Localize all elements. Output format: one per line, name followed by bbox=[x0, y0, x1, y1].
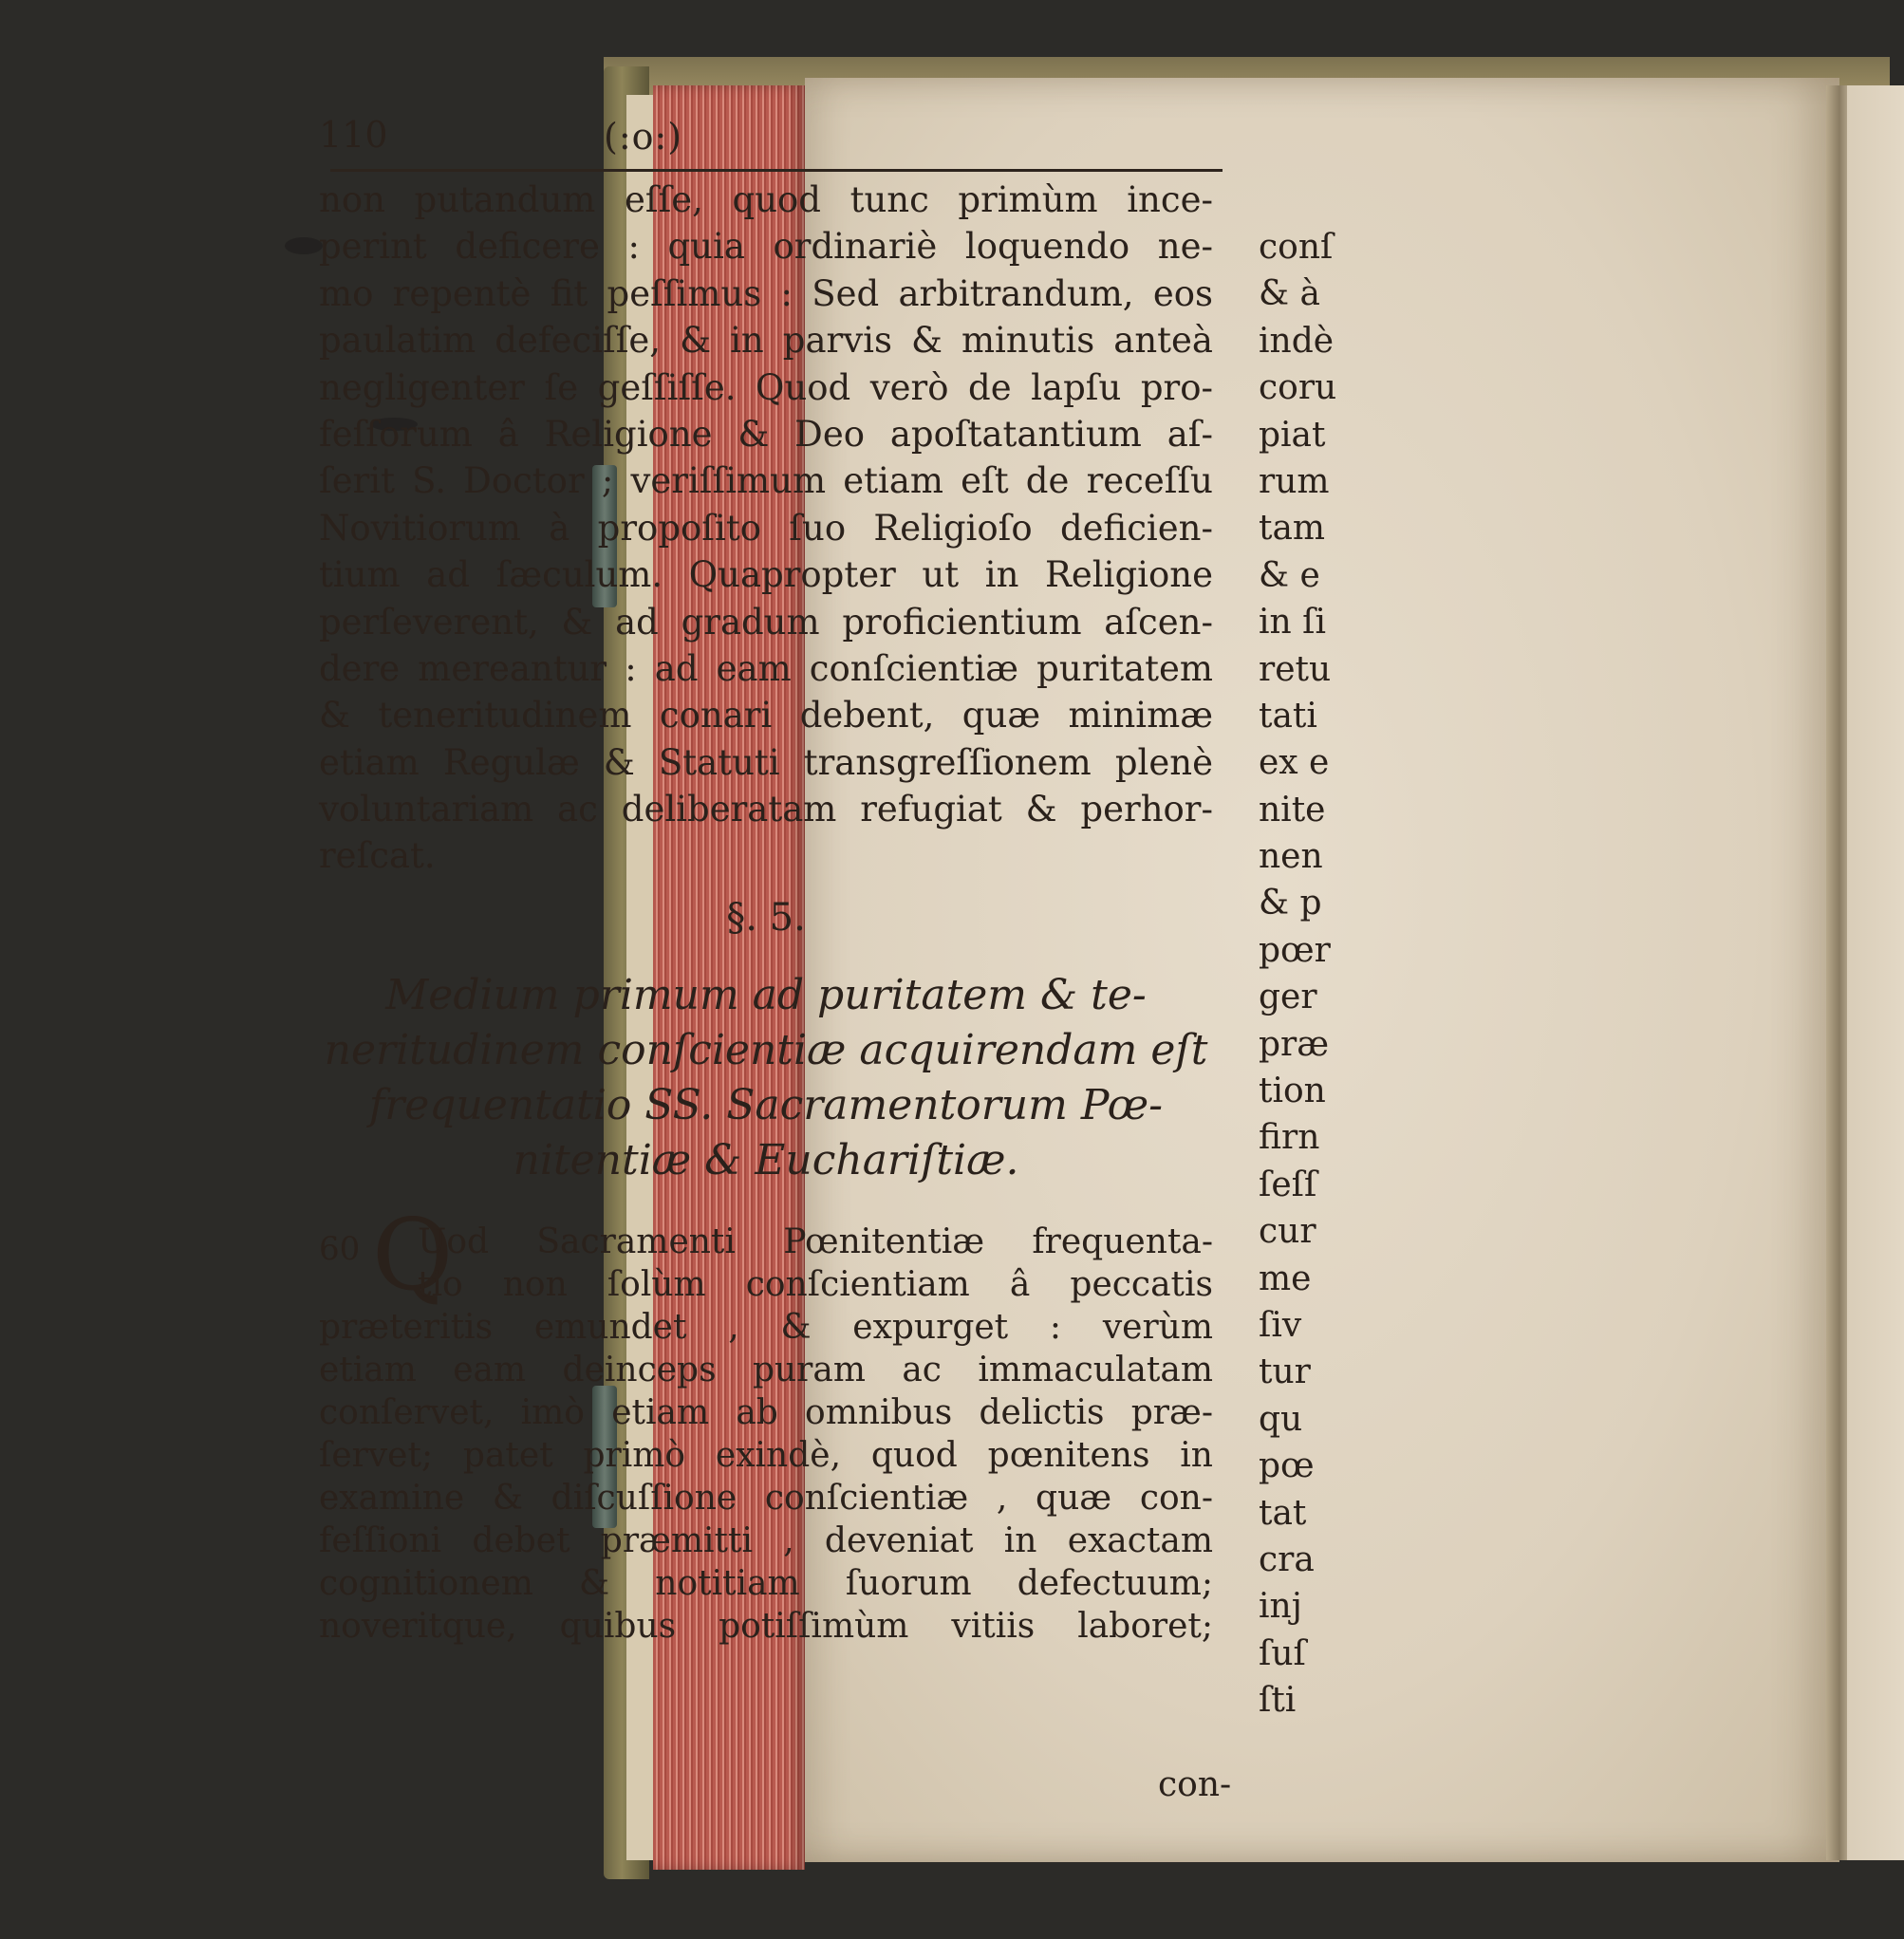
paragraph-2 bbox=[319, 1221, 1213, 1648]
right-page-fragment: conſ bbox=[1259, 228, 1334, 267]
text-line: feſſorum â Religione & Deo apoſtatantium aſ- bbox=[319, 413, 1213, 455]
text-line: feſſioni debet præmitti , deveniat in exactam bbox=[319, 1521, 1213, 1560]
title-line: Medium primum ad puritatem & te- bbox=[385, 971, 1147, 1019]
text-line: & teneritudinem conari debent, quæ minimæ bbox=[319, 695, 1213, 736]
right-page-fragment: rum bbox=[1259, 461, 1330, 501]
drop-cap: Q bbox=[372, 1197, 454, 1313]
text-line: reſcat. bbox=[319, 835, 436, 877]
text-line: voluntariam ac deliberatam refugiat & perhor- bbox=[319, 789, 1213, 830]
right-page bbox=[1847, 85, 1904, 1860]
paragraph-1 bbox=[319, 177, 1213, 880]
right-page-fragment: tat bbox=[1259, 1493, 1307, 1533]
right-page-fragment: coru bbox=[1259, 368, 1337, 408]
right-page-fragment: indè bbox=[1259, 321, 1335, 361]
right-page-fragment: piat bbox=[1259, 415, 1326, 455]
text-line: conſervet, imò etiam ab omnibus delictis præ- bbox=[319, 1393, 1213, 1432]
right-page-fragment: ſuſ bbox=[1259, 1633, 1306, 1673]
text-line: dere mereantur : ad eam conſcientiæ puritatem bbox=[319, 647, 1213, 689]
text-line: præteritis emundet , & expurget : verùm bbox=[319, 1308, 1213, 1347]
header-ornament: (:o:) bbox=[604, 116, 683, 158]
right-page-fragment: tion bbox=[1259, 1072, 1326, 1111]
right-page-fragment: ex e bbox=[1259, 743, 1330, 783]
section-heading: §. 5. bbox=[726, 896, 806, 940]
right-page-fragment: nen bbox=[1259, 837, 1323, 877]
section-title bbox=[319, 968, 1213, 1188]
text-line: noveritque, quibus potiſſimùm vitiis laboret; bbox=[319, 1607, 1213, 1646]
right-page-fragment: præ bbox=[1259, 1024, 1330, 1064]
right-page-fragment: ſti bbox=[1259, 1681, 1297, 1721]
right-page-fragment: inj bbox=[1259, 1587, 1302, 1627]
right-page-fragment: nite bbox=[1259, 790, 1326, 830]
right-page-fragment: pœr bbox=[1259, 930, 1331, 970]
text-line: tio non ſolùm conſcientiam â peccatis bbox=[418, 1265, 1213, 1304]
catchword: con- bbox=[1158, 1765, 1232, 1804]
right-page-fragment: qu bbox=[1259, 1399, 1303, 1439]
text-line: negligenter ſe geſſiſſe. Quod verò de lapſu pro- bbox=[319, 366, 1213, 408]
right-page-fragment: me bbox=[1259, 1258, 1312, 1298]
right-page-fragment: in ſi bbox=[1259, 603, 1326, 643]
paragraph-number: 60 bbox=[319, 1230, 361, 1268]
right-page-fragment: firn bbox=[1259, 1118, 1320, 1158]
right-page-fragment: ſeſſ bbox=[1259, 1165, 1317, 1204]
right-page-fragment: & à bbox=[1259, 274, 1320, 314]
right-page-fragment: tati bbox=[1259, 696, 1317, 736]
right-page-fragment: ger bbox=[1259, 978, 1317, 1017]
text-line: Novitiorum à propoſito ſuo Religioſo deficien- bbox=[319, 507, 1213, 549]
text-line: non putandum eſſe, quod tunc primùm ince- bbox=[319, 179, 1213, 220]
text-line: perſeverent, & ad gradum proficientium aſcen- bbox=[319, 601, 1213, 643]
text-line: etiam Regulæ & Statuti transgreſſionem plenè bbox=[319, 741, 1213, 783]
text-line: paulatim defeciſſe, & in parvis & minutis anteà bbox=[319, 320, 1213, 362]
text-line: etiam eam deinceps puram ac immaculatam bbox=[319, 1351, 1213, 1389]
right-page-fragment: retu bbox=[1259, 649, 1332, 689]
text-line: perint deficere : quia ordinariè loquendo ne- bbox=[319, 226, 1213, 268]
text-line: ſervet; patet primò exindè, quod pœnitens in bbox=[319, 1436, 1213, 1475]
dust-mark bbox=[285, 237, 323, 254]
right-page-fragment: tam bbox=[1259, 509, 1326, 549]
right-page-fragment: cur bbox=[1259, 1212, 1316, 1252]
text-line: cognitionem & notitiam ſuorum defectuum; bbox=[319, 1564, 1213, 1603]
title-line: neritudinem conſcientiæ acquirendam eſt bbox=[324, 1026, 1208, 1074]
text-line: tium ad ſæculum. Quapropter ut in Religione bbox=[319, 554, 1213, 596]
right-page-fragment: & e bbox=[1259, 555, 1320, 595]
text-line: ſerit S. Doctor ; veriſſimum etiam eſt de receſſu bbox=[319, 460, 1213, 502]
title-line: frequentatio SS. Sacramentorum Pœ- bbox=[368, 1081, 1164, 1129]
right-page-fragment: & p bbox=[1259, 884, 1322, 923]
header-rule bbox=[330, 169, 1223, 172]
right-page-fragment: tur bbox=[1259, 1352, 1311, 1392]
text-line: mo repentè fit peſſimus : Sed arbitrandum, eos bbox=[319, 272, 1213, 314]
text-line: examine & diſcuſſione conſcientiæ , quæ con- bbox=[319, 1479, 1213, 1518]
right-page-text bbox=[1259, 224, 1337, 1725]
right-page-fragment: cra bbox=[1259, 1539, 1315, 1579]
right-page-fragment: pœ bbox=[1259, 1446, 1315, 1486]
right-page-fragment: ſiv bbox=[1259, 1305, 1302, 1345]
text-line: Uod Sacramenti Pœnitentiæ frequenta- bbox=[418, 1222, 1213, 1261]
page-header bbox=[319, 114, 1230, 171]
page-number: 110 bbox=[319, 114, 388, 156]
title-line: nitentiæ & Euchariſtiæ. bbox=[513, 1136, 1019, 1184]
